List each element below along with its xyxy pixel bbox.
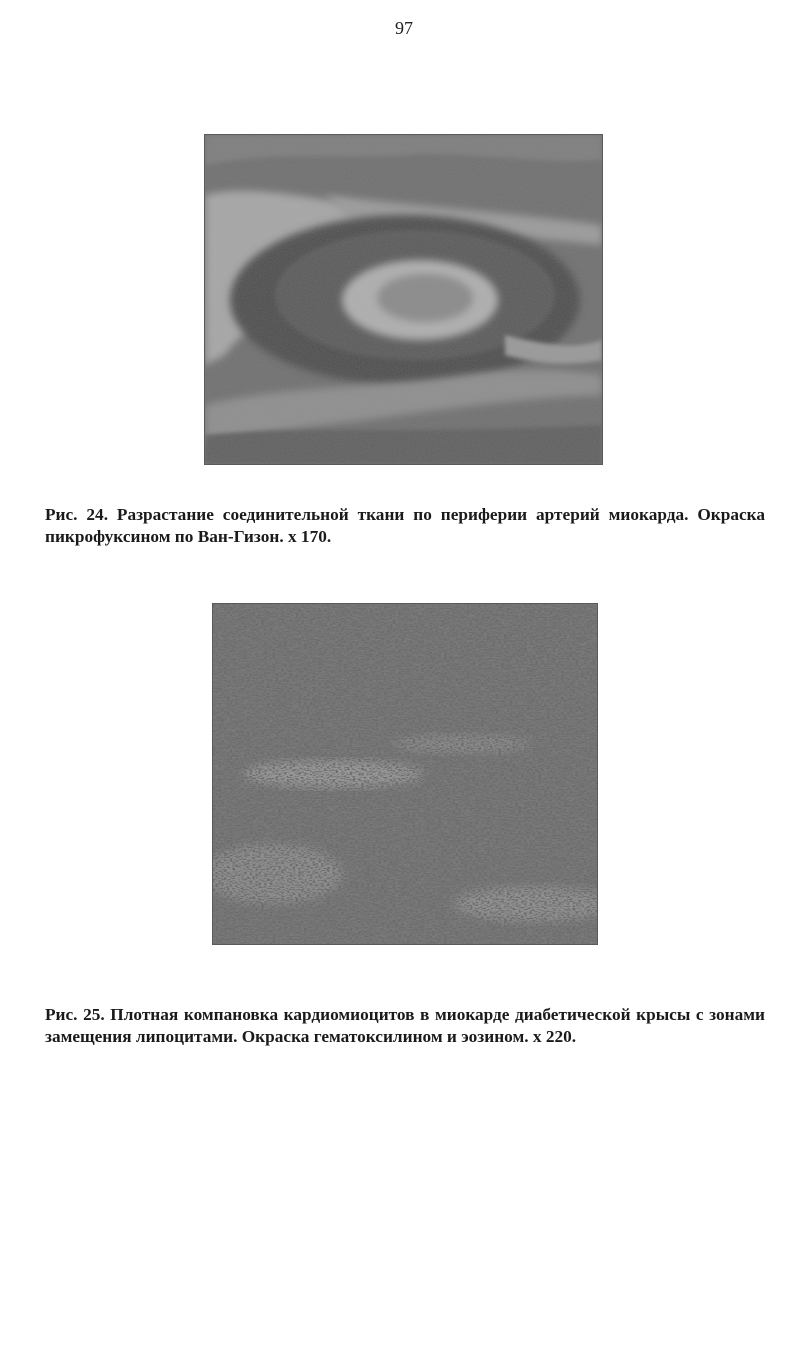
figure-24-caption: Рис. 24. Разрастание соединительной ткани по периферии артерий миокарда. Окраска пикрофуксином по Ван-Гизон. х 170. <box>45 505 765 546</box>
micrograph-artery-image <box>205 135 602 464</box>
micrograph-myocardium-svg <box>213 604 597 944</box>
figure-25-caption: Рис. 25. Плотная компановка кардиомиоцитов в миокарде диабетической крысы с зонами замещения липоцитами. Окраска гематоксилином и эозином. х 220. <box>45 1005 765 1046</box>
page-number: 97 <box>395 18 413 38</box>
micrograph-artery-svg <box>205 135 602 464</box>
micrograph-myocardium-image <box>213 604 597 944</box>
